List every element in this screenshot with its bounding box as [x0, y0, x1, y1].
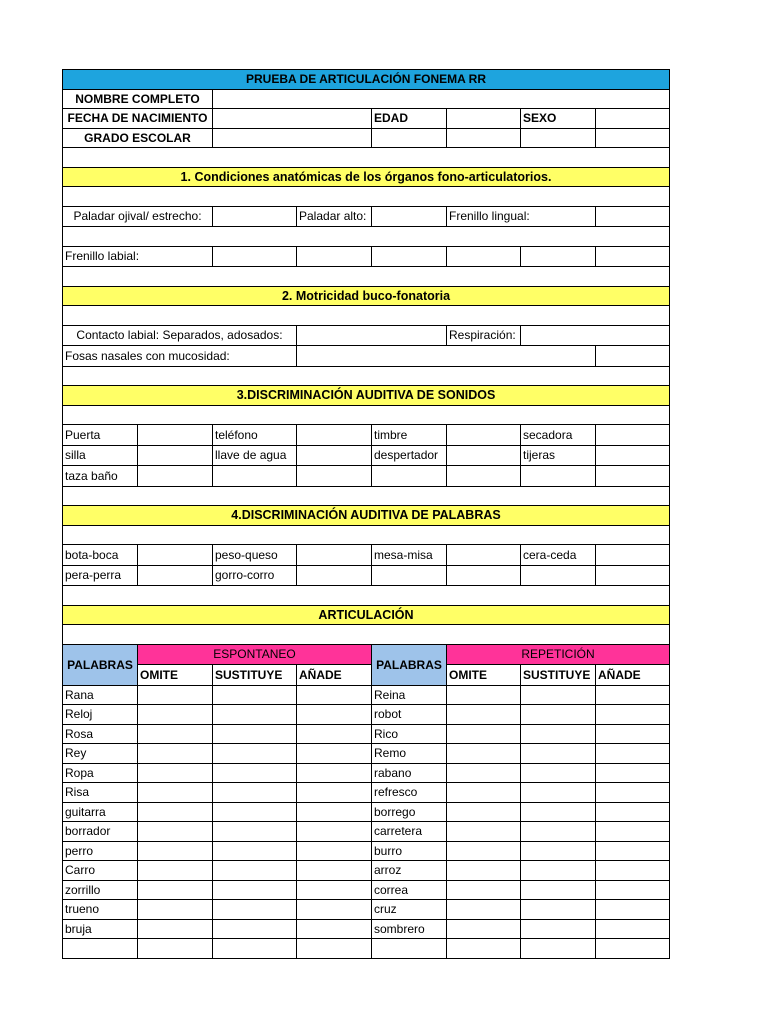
spacer-row — [63, 486, 670, 506]
word-left: Risa — [63, 783, 138, 803]
omite-header-right: OMITE — [447, 665, 521, 686]
empty-cell — [521, 466, 596, 487]
sustituye-field[interactable] — [213, 939, 297, 959]
anade-field[interactable] — [596, 685, 670, 705]
word-left: Carro — [63, 861, 138, 881]
sustituye-field[interactable] — [213, 744, 297, 764]
spacer-row — [63, 366, 670, 386]
anade-field[interactable] — [297, 802, 372, 822]
answer-field[interactable] — [138, 445, 213, 466]
anade-field[interactable] — [297, 841, 372, 861]
anade-field[interactable] — [596, 900, 670, 920]
sustituye-field[interactable] — [521, 900, 596, 920]
word-right: robot — [372, 705, 447, 725]
anade-header-left: AÑADE — [297, 665, 372, 686]
sound-item: pera-perra — [63, 565, 138, 586]
sustituye-field[interactable] — [213, 705, 297, 725]
answer-field[interactable] — [138, 425, 213, 446]
omite-field[interactable] — [138, 744, 213, 764]
sound-item: bota-boca — [63, 545, 138, 566]
omite-field[interactable] — [447, 744, 521, 764]
empty-cell — [372, 565, 447, 586]
sound-item: peso-queso — [213, 545, 297, 566]
frenillo-labial-field[interactable] — [213, 246, 297, 267]
anade-field[interactable] — [596, 763, 670, 783]
espontaneo-header: ESPONTANEO — [138, 644, 372, 665]
section-3-title: 3.DISCRIMINACIÓN AUDITIVA DE SONIDOS — [63, 386, 670, 406]
frenillo-lingual-label: Frenillo lingual: — [447, 206, 596, 227]
repeticion-header: REPETICIÓN — [447, 644, 670, 665]
omite-field[interactable] — [138, 705, 213, 725]
answer-field[interactable] — [138, 565, 213, 586]
paladar-alto-field[interactable] — [372, 206, 447, 227]
sustituye-field[interactable] — [213, 900, 297, 920]
anade-field[interactable] — [297, 763, 372, 783]
anade-field[interactable] — [596, 919, 670, 939]
omite-field[interactable] — [447, 900, 521, 920]
omite-field[interactable] — [138, 783, 213, 803]
sustituye-field[interactable] — [521, 744, 596, 764]
anade-field[interactable] — [297, 744, 372, 764]
anade-field[interactable] — [297, 724, 372, 744]
answer-field[interactable] — [297, 445, 372, 466]
anade-field[interactable] — [596, 861, 670, 881]
spacer-row — [63, 148, 670, 168]
word-right: Reina — [372, 685, 447, 705]
omite-field[interactable] — [138, 763, 213, 783]
answer-field[interactable] — [596, 565, 670, 586]
sheet-title: PRUEBA DE ARTICULACIÓN FONEMA RR — [63, 70, 670, 90]
sustituye-field[interactable] — [213, 822, 297, 842]
omite-field[interactable] — [447, 919, 521, 939]
empty-cell — [521, 565, 596, 586]
omite-field[interactable] — [138, 822, 213, 842]
sustituye-field[interactable] — [213, 763, 297, 783]
empty-cell — [372, 466, 447, 487]
spacer-row — [63, 306, 670, 326]
word-left: zorrillo — [63, 880, 138, 900]
sustituye-field[interactable] — [521, 724, 596, 744]
word-right: rabano — [372, 763, 447, 783]
sound-item: silla — [63, 445, 138, 466]
empty-cell — [521, 128, 596, 148]
omite-field[interactable] — [447, 724, 521, 744]
anade-field[interactable] — [596, 822, 670, 842]
fosas-nasales-label: Fosas nasales con mucosidad: — [63, 346, 297, 367]
anade-header-right: AÑADE — [596, 665, 670, 686]
sustituye-field[interactable] — [521, 705, 596, 725]
anade-field[interactable] — [596, 744, 670, 764]
anade-field[interactable] — [297, 939, 372, 959]
word-right: Remo — [372, 744, 447, 764]
sound-item: tijeras — [521, 445, 596, 466]
omite-field[interactable] — [447, 763, 521, 783]
sexo-label: SEXO — [521, 109, 596, 129]
section-1-title: 1. Condiciones anatómicas de los órganos fono-articulatorios. — [63, 167, 670, 187]
word-right: cruz — [372, 900, 447, 920]
section-4-title: 4.DISCRIMINACIÓN AUDITIVA DE PALABRAS — [63, 506, 670, 526]
sustituye-field[interactable] — [521, 822, 596, 842]
anade-field[interactable] — [297, 705, 372, 725]
omite-field[interactable] — [447, 861, 521, 881]
sound-item: llave de agua — [213, 445, 297, 466]
anade-field[interactable] — [297, 783, 372, 803]
edad-field[interactable] — [447, 109, 521, 129]
word-right: carretera — [372, 822, 447, 842]
respiracion-label: Respiración: — [447, 325, 521, 346]
spacer-row — [63, 525, 670, 545]
anade-field[interactable] — [297, 685, 372, 705]
fecha-label: FECHA DE NACIMIENTO — [63, 109, 213, 129]
paladar-ojival-label: Paladar ojival/ estrecho: — [63, 206, 213, 227]
edad-label: EDAD — [372, 109, 447, 129]
anade-field[interactable] — [596, 724, 670, 744]
grado-label: GRADO ESCOLAR — [63, 128, 213, 148]
spacer-row — [63, 227, 670, 247]
sustituye-field[interactable] — [213, 783, 297, 803]
word-right: Rico — [372, 724, 447, 744]
answer-field[interactable] — [447, 545, 521, 566]
empty-cell — [596, 128, 670, 148]
sound-item: despertador — [372, 445, 447, 466]
word-left: Rosa — [63, 724, 138, 744]
word-right: correa — [372, 880, 447, 900]
empty-cell — [297, 246, 372, 267]
articulation-test-sheet — [62, 69, 670, 959]
answer-field[interactable] — [297, 545, 372, 566]
palabras-header-right: PALABRAS — [372, 644, 447, 685]
sound-item: Puerta — [63, 425, 138, 446]
sound-item: timbre — [372, 425, 447, 446]
sustituye-field[interactable] — [521, 861, 596, 881]
empty-cell — [372, 246, 447, 267]
anade-field[interactable] — [596, 841, 670, 861]
anade-field[interactable] — [596, 783, 670, 803]
sustituye-field[interactable] — [213, 802, 297, 822]
sustituye-header-left: SUSTITUYE — [213, 665, 297, 686]
sexo-field[interactable] — [596, 109, 670, 129]
fosas-nasales-field[interactable] — [297, 346, 596, 367]
sustituye-field[interactable] — [213, 880, 297, 900]
omite-field[interactable] — [138, 724, 213, 744]
sound-item: cera-ceda — [521, 545, 596, 566]
sustituye-field[interactable] — [521, 919, 596, 939]
answer-field[interactable] — [596, 445, 670, 466]
empty-cell — [596, 246, 670, 267]
anade-field[interactable] — [596, 880, 670, 900]
sustituye-field[interactable] — [213, 685, 297, 705]
anade-field[interactable] — [297, 822, 372, 842]
omite-field[interactable] — [447, 841, 521, 861]
omite-field[interactable] — [138, 861, 213, 881]
word-right: burro — [372, 841, 447, 861]
nombre-field[interactable] — [213, 89, 670, 109]
section-2-title: 2. Motricidad buco-fonatoria — [63, 286, 670, 306]
spacer-row — [63, 267, 670, 287]
spacer-row — [63, 586, 670, 606]
sound-item: teléfono — [213, 425, 297, 446]
empty-cell — [447, 128, 521, 148]
word-right: arroz — [372, 861, 447, 881]
omite-field[interactable] — [138, 900, 213, 920]
answer-field[interactable] — [297, 565, 372, 586]
sustituye-field[interactable] — [213, 861, 297, 881]
fecha-field[interactable] — [213, 109, 372, 129]
omite-field[interactable] — [447, 802, 521, 822]
sound-item: mesa-misa — [372, 545, 447, 566]
contacto-labial-label: Contacto labial: Separados, adosados: — [63, 325, 297, 346]
word-left: Rey — [63, 744, 138, 764]
answer-field[interactable] — [447, 466, 521, 487]
omite-field[interactable] — [447, 685, 521, 705]
answer-field[interactable] — [596, 545, 670, 566]
word-left: bruja — [63, 919, 138, 939]
answer-field[interactable] — [447, 565, 521, 586]
empty-cell — [447, 246, 521, 267]
sustituye-field[interactable] — [213, 919, 297, 939]
omite-header-left: OMITE — [138, 665, 213, 686]
anade-field[interactable] — [297, 861, 372, 881]
word-right: sombrero — [372, 919, 447, 939]
word-left: Ropa — [63, 763, 138, 783]
spacer-row — [63, 187, 670, 207]
anade-field[interactable] — [596, 705, 670, 725]
frenillo-labial-label: Frenillo labial: — [63, 246, 213, 267]
sustituye-header-right: SUSTITUYE — [521, 665, 596, 686]
sound-item: gorro-corro — [213, 565, 297, 586]
answer-field[interactable] — [297, 425, 372, 446]
anade-field[interactable] — [297, 919, 372, 939]
empty-cell — [372, 128, 447, 148]
spacer-row — [63, 405, 670, 425]
sustituye-field[interactable] — [521, 802, 596, 822]
omite-field[interactable] — [138, 685, 213, 705]
omite-field[interactable] — [138, 880, 213, 900]
anade-field[interactable] — [297, 900, 372, 920]
omite-field[interactable] — [447, 939, 521, 959]
anade-field[interactable] — [596, 939, 670, 959]
omite-field[interactable] — [138, 919, 213, 939]
answer-field[interactable] — [596, 466, 670, 487]
sustituye-field[interactable] — [521, 841, 596, 861]
answer-field[interactable] — [596, 425, 670, 446]
empty-cell — [596, 346, 670, 367]
answer-field[interactable] — [138, 545, 213, 566]
empty-cell — [63, 939, 138, 959]
paladar-alto-label: Paladar alto: — [297, 206, 372, 227]
sustituye-field[interactable] — [213, 724, 297, 744]
word-left: Reloj — [63, 705, 138, 725]
word-left: perro — [63, 841, 138, 861]
word-left: Rana — [63, 685, 138, 705]
sound-item: secadora — [521, 425, 596, 446]
word-right: borrego — [372, 802, 447, 822]
frenillo-lingual-field[interactable] — [596, 206, 670, 227]
omite-field[interactable] — [138, 802, 213, 822]
anade-field[interactable] — [297, 880, 372, 900]
answer-field[interactable] — [447, 425, 521, 446]
omite-field[interactable] — [447, 822, 521, 842]
nombre-label: NOMBRE COMPLETO — [63, 89, 213, 109]
omite-field[interactable] — [447, 783, 521, 803]
word-right: refresco — [372, 783, 447, 803]
omite-field[interactable] — [447, 880, 521, 900]
answer-field[interactable] — [138, 466, 213, 487]
answer-field[interactable] — [297, 466, 372, 487]
answer-field[interactable] — [447, 445, 521, 466]
sustituye-field[interactable] — [521, 783, 596, 803]
anade-field[interactable] — [596, 802, 670, 822]
empty-cell — [521, 246, 596, 267]
sustituye-field[interactable] — [521, 880, 596, 900]
contacto-labial-field[interactable] — [297, 325, 447, 346]
grado-field[interactable] — [213, 128, 372, 148]
word-left: trueno — [63, 900, 138, 920]
articulacion-title: ARTICULACIÓN — [63, 605, 670, 625]
sustituye-field[interactable] — [521, 763, 596, 783]
sound-item: taza baño — [63, 466, 138, 487]
sustituye-field[interactable] — [521, 685, 596, 705]
omite-field[interactable] — [447, 705, 521, 725]
word-left: guitarra — [63, 802, 138, 822]
word-left: borrador — [63, 822, 138, 842]
sustituye-field[interactable] — [521, 939, 596, 959]
paladar-ojival-field[interactable] — [213, 206, 297, 227]
omite-field[interactable] — [138, 841, 213, 861]
omite-field[interactable] — [138, 939, 213, 959]
respiracion-field[interactable] — [521, 325, 670, 346]
empty-cell — [372, 939, 447, 959]
sustituye-field[interactable] — [213, 841, 297, 861]
spacer-row — [63, 625, 670, 645]
empty-cell — [213, 466, 297, 487]
palabras-header-left: PALABRAS — [63, 644, 138, 685]
